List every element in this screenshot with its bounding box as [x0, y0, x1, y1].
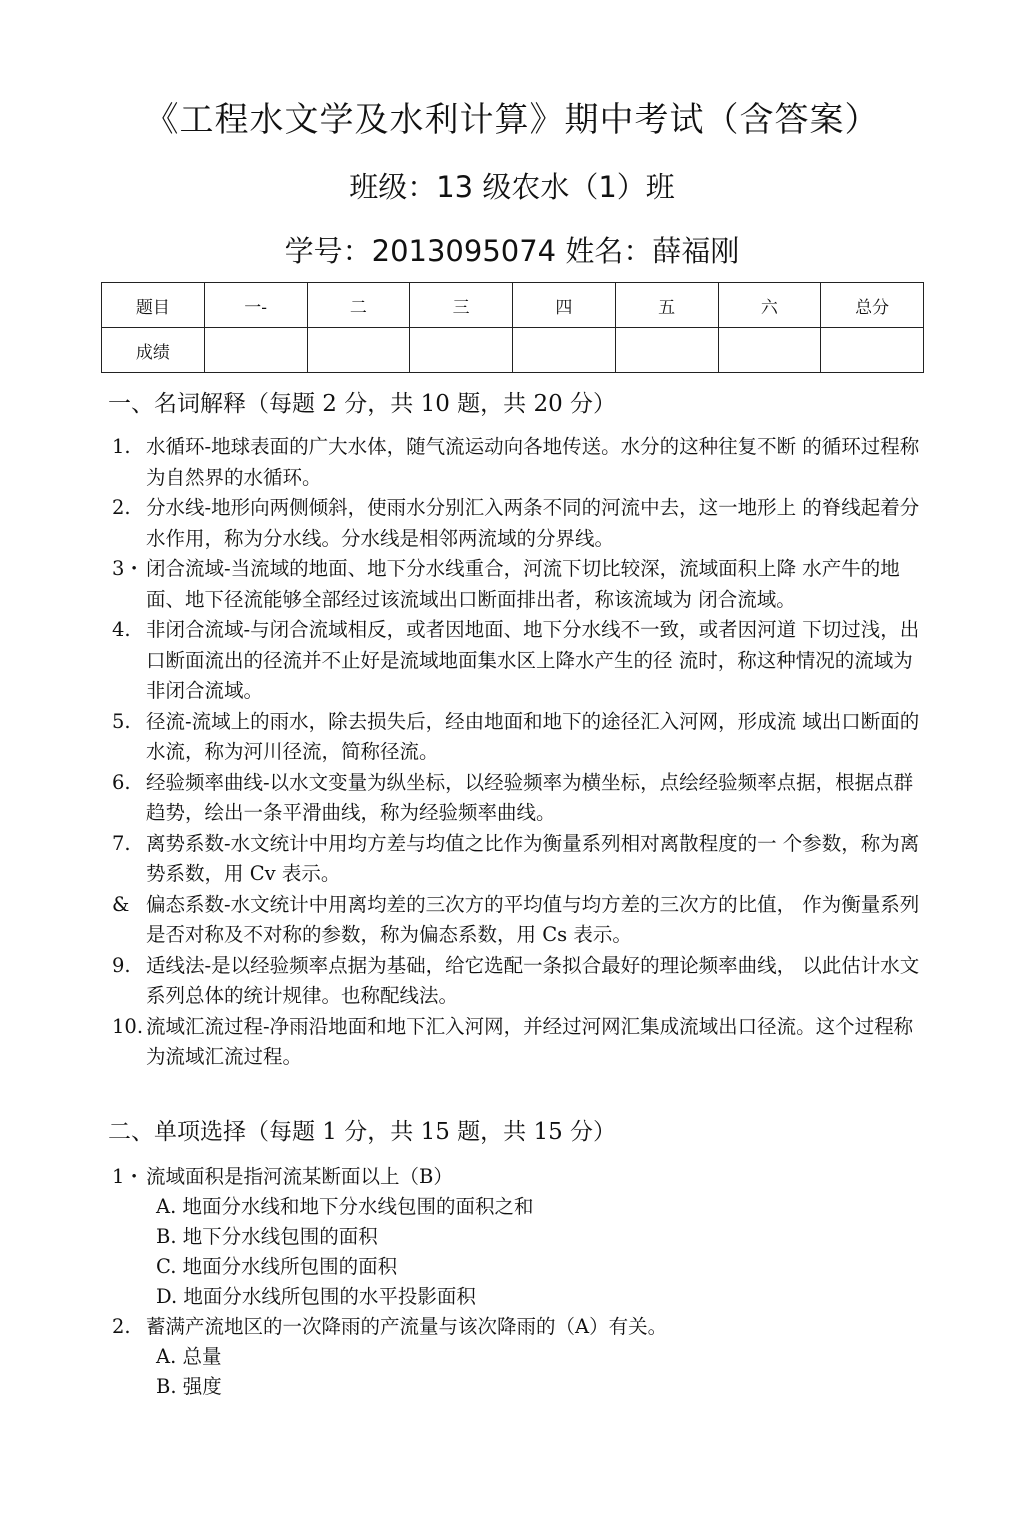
table-cell: 六	[718, 283, 821, 328]
list-item	[112, 432, 924, 493]
item-number: 5.	[112, 709, 131, 733]
list-item	[112, 890, 924, 951]
item-text: 径流-流域上的雨水，除去损失后，经由地面和地下的途径汇入河网，形成流 域出口断面的水流，称为河川径流，简称径流。	[146, 709, 920, 763]
score-cell	[718, 328, 821, 373]
item-number: 9.	[112, 953, 131, 977]
option: A. 总量	[156, 1345, 222, 1368]
score-cell	[307, 328, 410, 373]
score-table-score-row	[102, 328, 924, 373]
class-line: 班级：13 级农水（1）班	[349, 170, 675, 204]
item-text: 流域汇流过程-净雨沿地面和地下汇入河网，并经过河网汇集成流域出口径流。这个过程称为流域汇流过程。	[146, 1014, 914, 1068]
item-number: 2.	[112, 496, 131, 519]
item-number: 1.	[112, 435, 131, 458]
item-number: 10.	[112, 1014, 144, 1038]
list-item	[112, 1012, 924, 1073]
question	[112, 1162, 924, 1192]
table-cell: 总分	[821, 283, 924, 328]
item-text: 偏态系数-水文统计中用离均差的三次方的平均值与均方差的三次方的比值， 作为衡量系列是否对称及不对称的参数，称为偏态系数，用 Cs 表示。	[146, 892, 920, 946]
question-number: 1・	[112, 1165, 144, 1188]
item-text: 非闭合流域-与闭合流域相反，或者因地面、地下分水线不一致，或者因河道 下切过浅，出口断面流出的径流并不止好是流域地面集水区上降水产生的径 流时，称这种情况的流域为非闭合流域。	[146, 618, 920, 702]
item-number: &	[112, 892, 130, 916]
table-cell: 成绩	[102, 328, 205, 373]
item-number: 7.	[112, 831, 131, 855]
score-cell	[204, 328, 307, 373]
list-item	[112, 768, 924, 829]
question-text: 流域面积是指河流某断面以上（B）	[146, 1165, 453, 1188]
item-text: 分水线-地形向两侧倾斜，使雨水分别汇入两条不同的河流中去，这一地形上 的脊线起着分水作用，称为分水线。分水线是相邻两流域的分界线。	[146, 496, 920, 550]
section-heading: 一、名词解释（每题 2 分，共 10 题，共 20 分）	[108, 391, 617, 417]
score-cell	[410, 328, 513, 373]
list-item	[112, 615, 924, 707]
option: C. 地面分水线所包围的面积	[156, 1255, 398, 1278]
score-cell	[615, 328, 718, 373]
score-cell	[821, 328, 924, 373]
option: D. 地面分水线所包围的水平投影面积	[156, 1285, 476, 1308]
list-item	[112, 951, 924, 1012]
option: A. 地面分水线和地下分水线包围的面积之和	[156, 1195, 534, 1218]
option: B. 地下分水线包围的面积	[156, 1225, 378, 1248]
table-cell: 四	[513, 283, 616, 328]
score-table-header-row	[102, 283, 924, 328]
choice-questions	[112, 1162, 924, 1402]
item-number: 3・	[112, 557, 144, 580]
table-cell: 一-	[204, 283, 307, 328]
item-text: 经验频率曲线-以水文变量为纵坐标，以经验频率为横坐标，点绘经验频率点据，根据点群趋势，绘出一条平滑曲线，称为经验频率曲线。	[146, 770, 914, 824]
table-cell: 二	[307, 283, 410, 328]
student-id-line: 学号：2013095074 姓名：薛福刚	[284, 234, 740, 268]
item-text: 适线法-是以经验频率点据为基础，给它选配一条拟合最好的理论频率曲线， 以此估计水文系列总体的统计规律。也称配线法。	[146, 953, 920, 1007]
item-number: 6.	[112, 770, 131, 794]
list-item	[112, 493, 924, 554]
table-cell: 三	[410, 283, 513, 328]
question-number: 2.	[112, 1315, 131, 1338]
score-table	[101, 282, 924, 373]
list-item	[112, 707, 924, 768]
option: B. 强度	[156, 1375, 222, 1398]
table-cell: 题目	[102, 283, 205, 328]
item-text: 离势系数-水文统计中用均方差与均值之比作为衡量系列相对离散程度的一 个参数，称为离势系数，用 Cv 表示。	[146, 831, 920, 885]
list-item	[112, 829, 924, 890]
section-heading: 二、单项选择（每题 1 分，共 15 题，共 15 分）	[108, 1119, 617, 1145]
question	[112, 1312, 924, 1342]
table-cell: 五	[615, 283, 718, 328]
list-item	[112, 554, 924, 615]
question-text: 蓄满产流地区的一次降雨的产流量与该次降雨的（A）有关。	[146, 1315, 668, 1338]
item-number: 4.	[112, 618, 131, 641]
score-cell	[513, 328, 616, 373]
item-text: 闭合流域-当流域的地面、地下分水线重合，河流下切比较深，流域面积上降 水产牛的地面、地下径流能够全部经过该流域出口断面排出者，称该流域为 闭合流域。	[146, 557, 900, 611]
definitions-list	[112, 432, 924, 1073]
item-text: 水循环-地球表面的广大水体，随气流运动向各地传送。水分的这种往复不断 的循环过程称为自然界的水循环。	[146, 435, 920, 489]
exam-title: 《工程水文学及水利计算》期中考试（含答案）	[144, 100, 880, 140]
